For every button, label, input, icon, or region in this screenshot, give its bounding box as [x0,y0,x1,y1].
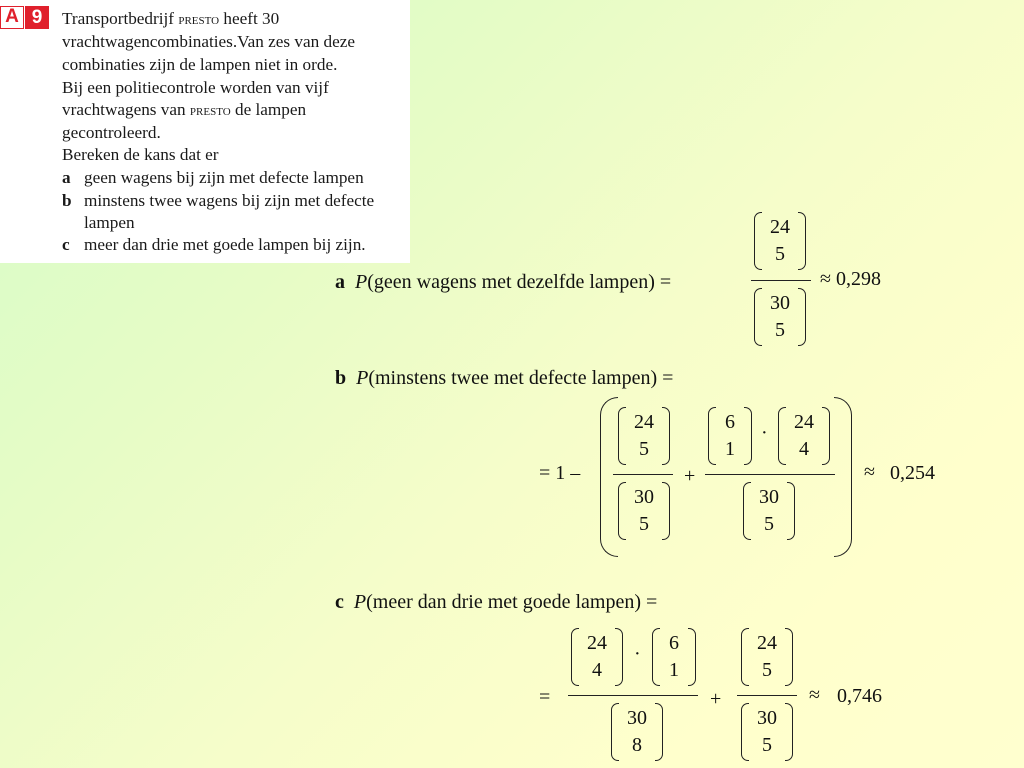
solution-a-result: ≈ 0,298 [820,268,881,290]
problem-line: Transportbedrijf presto heeft 30 [62,9,280,28]
binomial-24-4: 24 4 [571,626,623,688]
problem-box [0,0,410,263]
binomial-24-5: 24 5 [754,210,806,272]
right-parenthesis [834,397,852,557]
problem-line: vrachtwagens van presto de lampen [62,100,307,119]
problem-item-c: c meer dan drie met goede lampen bij zijn. [62,235,366,254]
left-parenthesis [600,397,618,557]
binomial-24-4: 24 4 [778,405,830,467]
binomial-30-5: 30 5 [618,480,670,542]
approx-sign: ≈ [864,461,875,483]
plus-sign: + [710,688,722,710]
one-minus: = 1 – [539,462,581,484]
fraction-bar [737,695,797,696]
binomial-6-1: 6 1 [708,405,752,467]
fraction-bar [705,474,835,475]
plus-sign: + [684,465,696,487]
approx-sign: ≈ [809,684,820,706]
solution-c-result: 0,746 [837,685,882,707]
fraction-bar [613,474,673,475]
problem-item-a: a geen wagens bij zijn met defecte lampen [62,168,364,187]
binomial-30-8: 30 8 [611,701,663,763]
problem-line: vrachtwagencombinaties.Van zes van deze [62,32,356,51]
solution-b-statement: b P(minstens twee met defecte lampen) = [335,367,674,389]
binomial-30-5: 30 5 [741,701,793,763]
exercise-level-badge: A [0,6,24,29]
fraction-bar [568,695,698,696]
solution-c-statement: c P(meer dan drie met goede lampen) = [335,591,658,613]
problem-line: Bij een politiecontrole worden van vijf [62,78,329,97]
exercise-number-badge: 9 [25,6,49,29]
fraction-bar [751,280,811,281]
solution-a-statement: a P(geen wagens met dezelfde lampen) = [335,271,672,293]
multiply-dot: · [634,643,641,665]
binomial-30-5: 30 5 [743,480,795,542]
equals-sign: = [539,686,551,708]
problem-item-b: b minstens twee wagens bij zijn met defecte [62,191,375,210]
multiply-dot: · [761,422,768,444]
problem-item-b-continued: lampen [84,213,135,232]
binomial-24-5: 24 5 [741,626,793,688]
binomial-24-5: 24 5 [618,405,670,467]
binomial-30-5: 30 5 [754,286,806,348]
solution-b-result: 0,254 [890,462,935,484]
problem-line: Bereken de kans dat er [62,145,219,164]
problem-line: gecontroleerd. [62,123,161,142]
binomial-6-1: 6 1 [652,626,696,688]
problem-line: combinaties zijn de lampen niet in orde. [62,55,338,74]
